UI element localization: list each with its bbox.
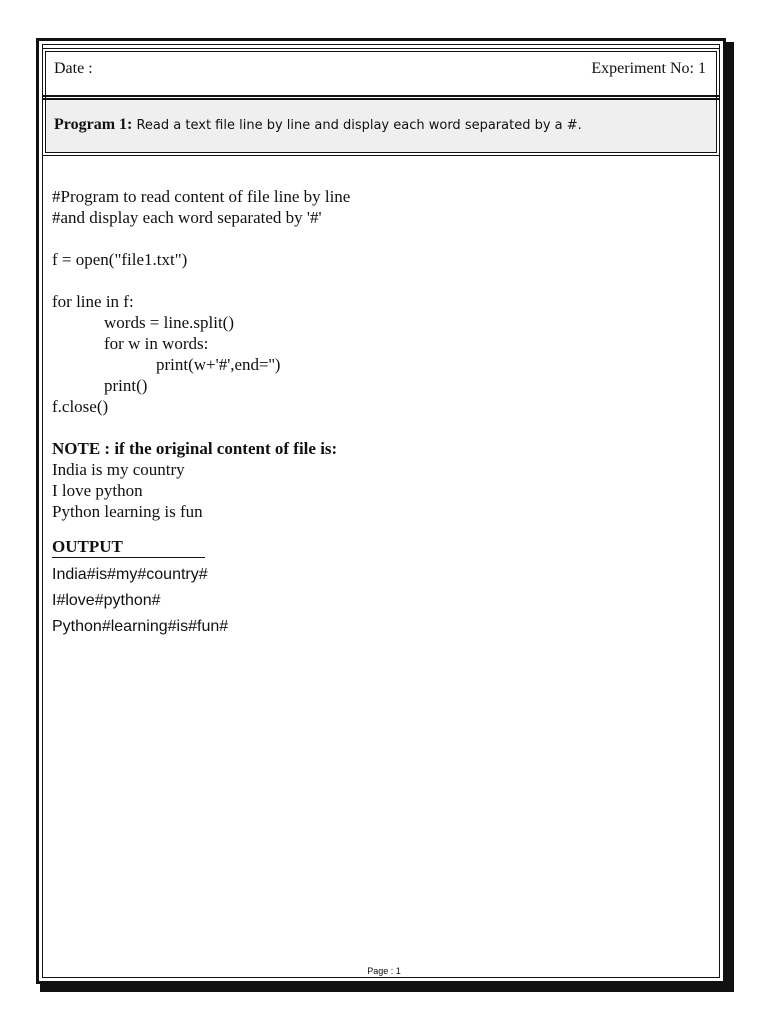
code-for-line: for line in f: <box>52 292 134 311</box>
program-description: Read a text file line by line and display each word separated by a #. <box>136 118 582 133</box>
code-print-line: print() <box>104 376 148 395</box>
output-heading: OUTPUT <box>52 537 205 558</box>
page-number: Page : 1 <box>367 966 401 976</box>
output-line-3: Python#learning#is#fun# <box>52 618 229 635</box>
program-number: Program 1: <box>54 116 133 133</box>
code-print-w-line: print(w+'#',end='') <box>156 355 281 374</box>
code-close-line: f.close() <box>52 397 109 416</box>
date-label: Date : <box>54 60 93 77</box>
note-line-3: Python learning is fun <box>52 502 203 521</box>
program-title <box>54 116 582 134</box>
code-words-line: words = line.split() <box>104 313 234 332</box>
program-title-row <box>46 100 716 152</box>
code-comment-1: #Program to read content of file line by line <box>52 187 351 206</box>
note-line-1: India is my country <box>52 460 185 479</box>
main-content <box>52 186 702 640</box>
code-open-line: f = open("file1.txt") <box>52 250 188 269</box>
code-comment-2: #and display each word separated by '#' <box>52 208 322 227</box>
output-line-2: I#love#python# <box>52 592 161 609</box>
code-for-w-line: for w in words: <box>104 334 209 353</box>
note-heading: NOTE : if the original content of file is: <box>52 439 338 458</box>
output-line-1: India#is#my#country# <box>52 566 208 583</box>
header-date-row <box>46 52 716 94</box>
experiment-number: Experiment No: 1 <box>591 60 706 77</box>
note-line-2: I love python <box>52 481 143 500</box>
